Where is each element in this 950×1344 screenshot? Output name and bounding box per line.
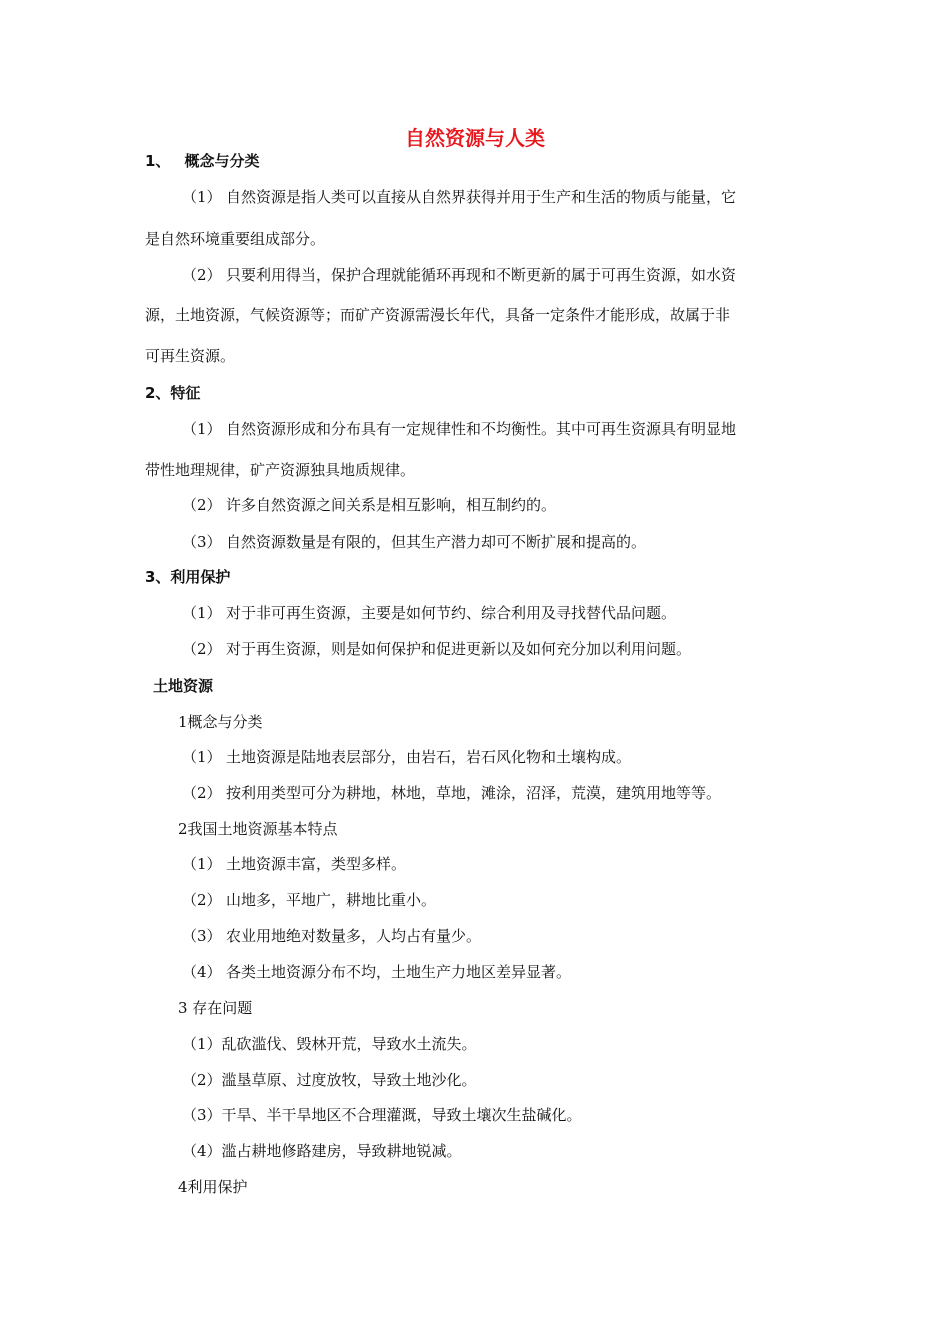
section-1-title: 概念与分类 bbox=[184, 152, 260, 170]
land-sub3-item-4: （4）滥占耕地修路建房，导致耕地锐减。 bbox=[182, 1142, 462, 1160]
item-text: 自然资源形成和分布具有一定规律性和不均衡性。其中可再生资源具有明显地 bbox=[226, 420, 737, 438]
land-subheading-2: 2我国土地资源基本特点 bbox=[178, 820, 338, 838]
item-number: （2） bbox=[182, 784, 222, 802]
item-number: （1） bbox=[182, 748, 222, 766]
land-resources-heading: 土地资源 bbox=[153, 677, 214, 695]
item-number: （2） bbox=[182, 640, 222, 658]
item-number: （3） bbox=[182, 533, 222, 551]
section-2-item-1 bbox=[182, 418, 736, 440]
land-sub2-item-3 bbox=[182, 925, 481, 947]
item-number: （2） bbox=[182, 496, 222, 514]
land-sub2-item-2 bbox=[182, 889, 436, 911]
item-text: 自然资源数量是有限的，但其生产潜力却可不断扩展和提高的。 bbox=[226, 533, 647, 551]
item-number: （1） bbox=[182, 855, 222, 873]
item-number: （1） bbox=[182, 604, 222, 622]
land-sub3-item-2: （2）滥垦草原、过度放牧，导致土地沙化。 bbox=[182, 1071, 477, 1089]
item-number: （2） bbox=[182, 266, 222, 284]
section-1-item-2-cont-1: 源，土地资源，气候资源等；而矿产资源需漫长年代，具备一定条件才能形成，故属于非 bbox=[145, 306, 731, 324]
item-text: 按利用类型可分为耕地，林地，草地，滩涂，沼泽，荒漠，建筑用地等等。 bbox=[226, 784, 722, 802]
section-2-item-1-cont: 带性地理规律，矿产资源独具地质规律。 bbox=[145, 461, 416, 479]
section-1-item-1 bbox=[182, 186, 736, 208]
section-1-item-2-cont-2: 可再生资源。 bbox=[145, 347, 236, 365]
item-text: 土地资源是陆地表层部分，由岩石，岩石风化物和土壤构成。 bbox=[226, 748, 632, 766]
item-text: 自然资源是指人类可以直接从自然界获得并用于生产和生活的物质与能量，它 bbox=[226, 188, 737, 206]
item-text: 对于非可再生资源，主要是如何节约、综合利用及寻找替代品问题。 bbox=[226, 604, 677, 622]
item-text: 各类土地资源分布不均，土地生产力地区差异显著。 bbox=[226, 963, 572, 981]
item-number: （1） bbox=[182, 188, 222, 206]
section-1-number: 1、 bbox=[145, 152, 171, 170]
item-number: （2） bbox=[182, 891, 222, 909]
item-number: （3） bbox=[182, 927, 222, 945]
section-2-item-2 bbox=[182, 494, 556, 516]
land-subheading-1: 1概念与分类 bbox=[178, 713, 263, 731]
section-2-item-3 bbox=[182, 531, 646, 553]
section-3-item-1 bbox=[182, 602, 676, 624]
land-sub1-item-1 bbox=[182, 746, 631, 768]
item-text: 许多自然资源之间关系是相互影响，相互制约的。 bbox=[226, 496, 557, 514]
item-text: 只要利用得当，保护合理就能循环再现和不断更新的属于可再生资源，如水资 bbox=[226, 266, 737, 284]
item-text: 山地多，平地广，耕地比重小。 bbox=[226, 891, 437, 909]
item-text: 对于再生资源，则是如何保护和促进更新以及如何充分加以利用问题。 bbox=[226, 640, 692, 658]
land-subheading-4: 4利用保护 bbox=[178, 1178, 248, 1196]
item-text: 土地资源丰富，类型多样。 bbox=[226, 855, 407, 873]
land-sub2-item-1 bbox=[182, 853, 406, 875]
item-number: （1） bbox=[182, 420, 222, 438]
section-1-heading bbox=[145, 150, 259, 172]
land-sub2-item-4 bbox=[182, 961, 571, 983]
land-subheading-3: 3 存在问题 bbox=[178, 999, 253, 1017]
land-sub3-item-1: （1）乱砍滥伐、毁林开荒，导致水土流失。 bbox=[182, 1035, 477, 1053]
document-title: 自然资源与人类 bbox=[405, 126, 545, 150]
item-number: （4） bbox=[182, 963, 222, 981]
section-1-item-2 bbox=[182, 264, 736, 286]
land-sub1-item-2 bbox=[182, 782, 721, 804]
item-text: 农业用地绝对数量多，人均占有量少。 bbox=[226, 927, 482, 945]
section-3-item-2 bbox=[182, 638, 691, 660]
section-1-item-1-cont: 是自然环境重要组成部分。 bbox=[145, 230, 326, 248]
section-2-heading: 2、特征 bbox=[145, 384, 201, 402]
land-sub3-item-3: （3）干旱、半干旱地区不合理灌溉，导致土壤次生盐碱化。 bbox=[182, 1106, 582, 1124]
section-3-heading: 3、利用保护 bbox=[145, 568, 231, 586]
